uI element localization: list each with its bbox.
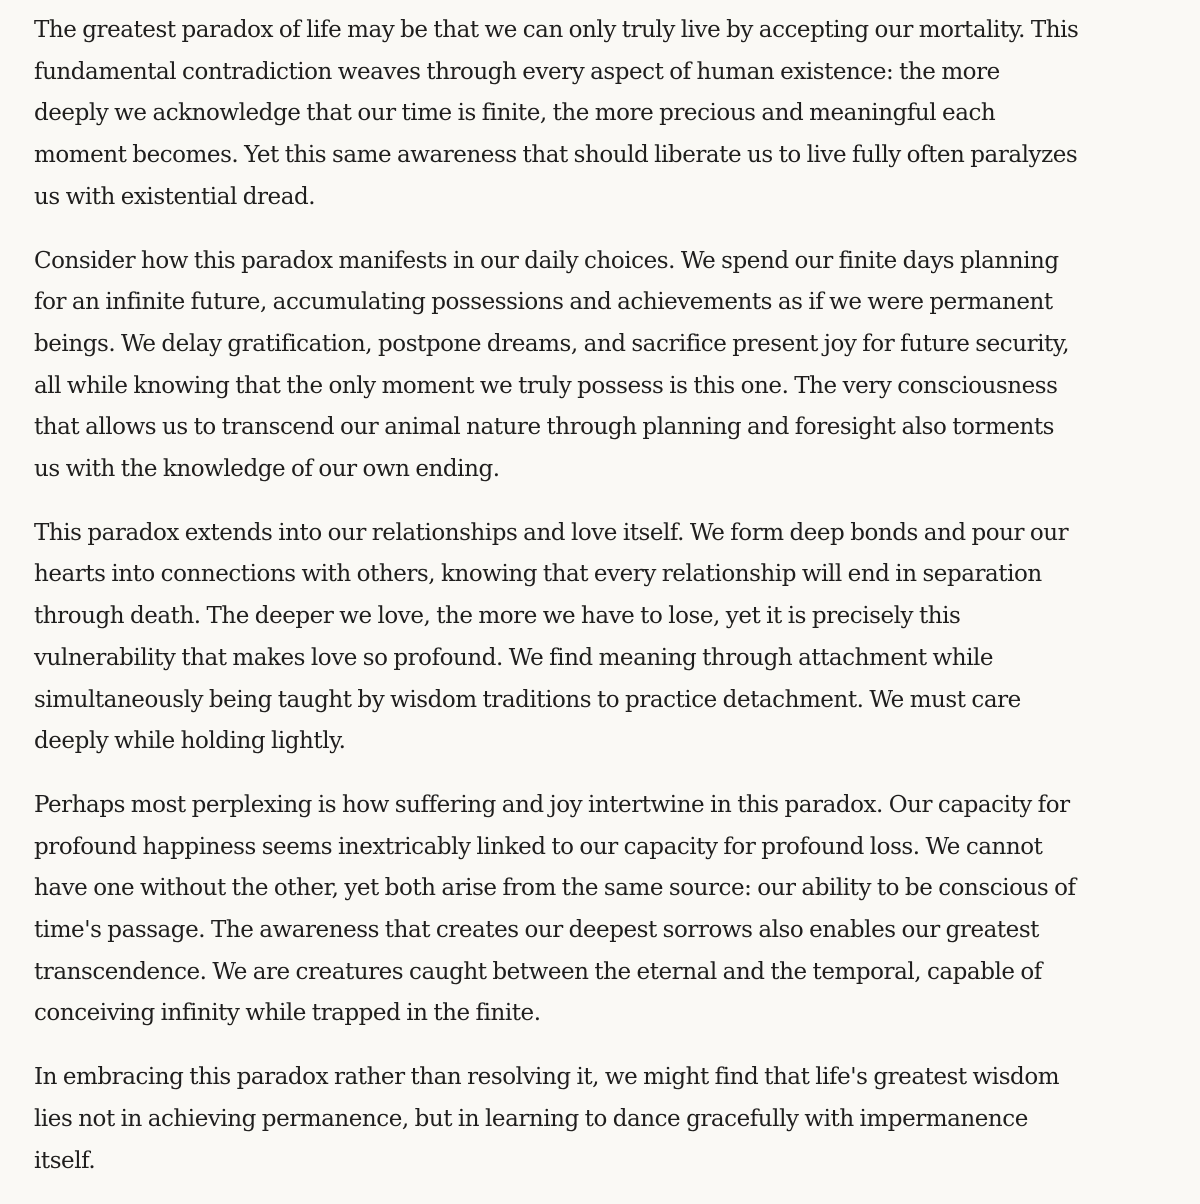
text-line: for an infinite future, accumulating possessions and achievements as if we were permanent — [34, 289, 1053, 316]
text-line: fundamental contradiction weaves through every aspect of human existence: the more — [34, 58, 1000, 85]
text-line: us with existential dread. — [34, 183, 316, 210]
text-line: have one without the other, yet both arise from the same source: our ability to be conscious of — [34, 875, 1076, 902]
paragraph-1 — [34, 10, 1174, 219]
text-line: In embracing this paradox rather than resolving it, we might find that life's greatest wisdom — [34, 1064, 1060, 1091]
document-body — [34, 10, 1174, 1204]
text-line: through death. The deeper we love, the more we have to lose, yet it is precisely this — [34, 603, 961, 630]
text-line: hearts into connections with others, knowing that every relationship will end in separation — [34, 561, 1042, 588]
text-line: transcendence. We are creatures caught between the eternal and the temporal, capable of — [34, 958, 1042, 985]
text-line: deeply while holding lightly. — [34, 728, 346, 755]
paragraph-3 — [34, 513, 1174, 763]
text-line: moment becomes. Yet this same awareness that should liberate us to live fully often paralyzes — [34, 142, 1078, 169]
text-line: Consider how this paradox manifests in our daily choices. We spend our finite days planning — [34, 247, 1059, 274]
paragraph-5 — [34, 1057, 1174, 1182]
text-line: Perhaps most perplexing is how suffering and joy intertwine in this paradox. Our capacity for — [34, 791, 1070, 818]
text-line: vulnerability that makes love so profound. We find meaning through attachment while — [34, 644, 994, 671]
text-line: simultaneously being taught by wisdom traditions to practice detachment. We must care — [34, 686, 1021, 713]
paragraph-4 — [34, 785, 1174, 1035]
text-line: deeply we acknowledge that our time is finite, the more precious and meaningful each — [34, 100, 996, 127]
text-line: all while knowing that the only moment we truly possess is this one. The very consciousness — [34, 372, 1058, 399]
paragraph-2 — [34, 241, 1174, 491]
text-line: lies not in achieving permanence, but in learning to dance gracefully with impermanence — [34, 1105, 1028, 1132]
text-line: conceiving infinity while trapped in the finite. — [34, 1000, 541, 1027]
text-line: This paradox extends into our relationships and love itself. We form deep bonds and pour our — [34, 519, 1069, 546]
text-line: beings. We delay gratification, postpone dreams, and sacrifice present joy for future security, — [34, 330, 1070, 357]
text-line: that allows us to transcend our animal nature through planning and foresight also torments — [34, 414, 1055, 441]
text-line: profound happiness seems inextricably linked to our capacity for profound loss. We cannot — [34, 833, 1043, 860]
text-line: time's passage. The awareness that creates our deepest sorrows also enables our greatest — [34, 917, 1039, 944]
text-line: us with the knowledge of our own ending. — [34, 456, 500, 483]
text-line: The greatest paradox of life may be that we can only truly live by accepting our mortality. This — [34, 17, 1079, 43]
text-line: itself. — [34, 1147, 96, 1174]
